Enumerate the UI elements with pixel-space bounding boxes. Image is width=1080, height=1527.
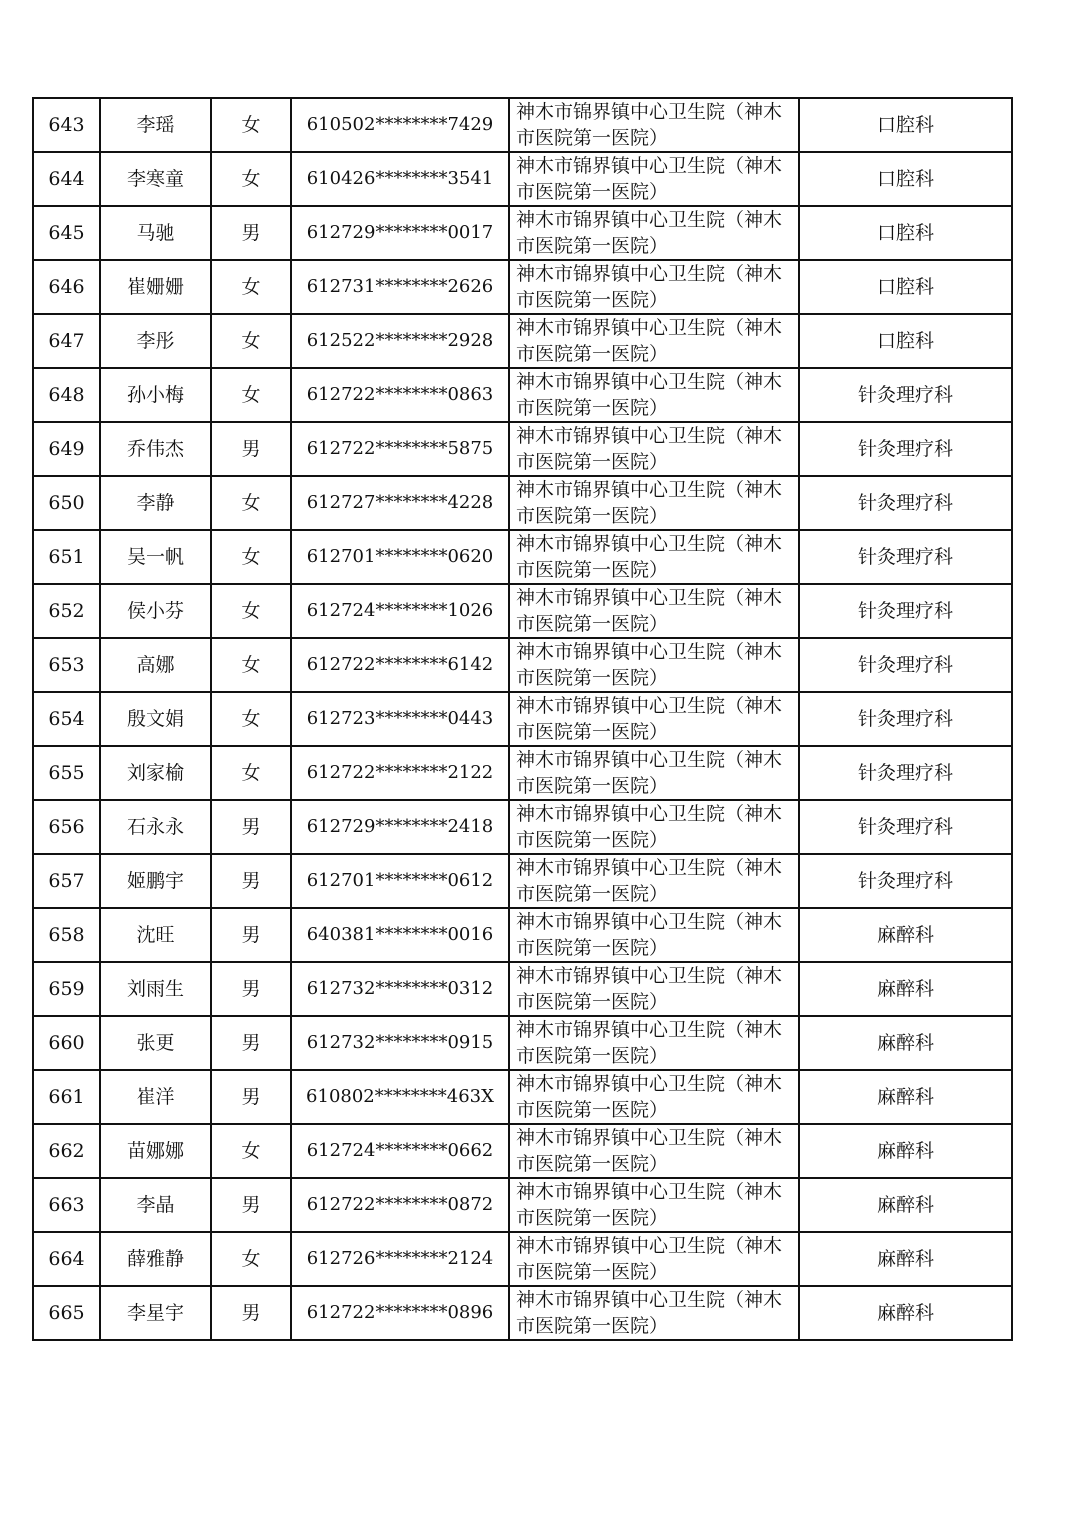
row-number-cell: 664 <box>33 1232 100 1286</box>
hospital-cell: 神木市锦界镇中心卫生院（神木市医院第一医院） <box>509 638 799 692</box>
table-row <box>33 800 1012 854</box>
sex-cell: 女 <box>211 260 291 314</box>
table-row <box>33 368 1012 422</box>
name-cell: 薛雅静 <box>100 1232 211 1286</box>
id-number-cell: 612723********0443 <box>291 692 509 746</box>
department-cell: 针灸理疗科 <box>799 476 1012 530</box>
name-cell: 侯小芬 <box>100 584 211 638</box>
id-number-cell: 612722********6142 <box>291 638 509 692</box>
row-number-cell: 646 <box>33 260 100 314</box>
hospital-cell: 神木市锦界镇中心卫生院（神木市医院第一医院） <box>509 152 799 206</box>
row-number-cell: 652 <box>33 584 100 638</box>
sex-cell: 男 <box>211 908 291 962</box>
department-cell: 针灸理疗科 <box>799 584 1012 638</box>
name-cell: 姬鹏宇 <box>100 854 211 908</box>
table-row <box>33 746 1012 800</box>
department-cell: 麻醉科 <box>799 962 1012 1016</box>
table-row <box>33 692 1012 746</box>
name-cell: 张更 <box>100 1016 211 1070</box>
id-number-cell: 612701********0620 <box>291 530 509 584</box>
id-number-cell: 612701********0612 <box>291 854 509 908</box>
department-cell: 针灸理疗科 <box>799 746 1012 800</box>
row-number-cell: 655 <box>33 746 100 800</box>
id-number-cell: 640381********0016 <box>291 908 509 962</box>
table-row <box>33 1070 1012 1124</box>
sex-cell: 男 <box>211 1070 291 1124</box>
department-cell: 麻醉科 <box>799 1178 1012 1232</box>
sex-cell: 女 <box>211 530 291 584</box>
row-number-cell: 651 <box>33 530 100 584</box>
row-number-cell: 663 <box>33 1178 100 1232</box>
id-number-cell: 612724********1026 <box>291 584 509 638</box>
row-number-cell: 654 <box>33 692 100 746</box>
hospital-cell: 神木市锦界镇中心卫生院（神木市医院第一医院） <box>509 1016 799 1070</box>
row-number-cell: 658 <box>33 908 100 962</box>
name-cell: 李星宇 <box>100 1286 211 1340</box>
row-number-cell: 644 <box>33 152 100 206</box>
name-cell: 李彤 <box>100 314 211 368</box>
row-number-cell: 645 <box>33 206 100 260</box>
hospital-cell: 神木市锦界镇中心卫生院（神木市医院第一医院） <box>509 1124 799 1178</box>
hospital-cell: 神木市锦界镇中心卫生院（神木市医院第一医院） <box>509 1070 799 1124</box>
table-row <box>33 908 1012 962</box>
row-number-cell: 662 <box>33 1124 100 1178</box>
hospital-cell: 神木市锦界镇中心卫生院（神木市医院第一医院） <box>509 476 799 530</box>
sex-cell: 女 <box>211 746 291 800</box>
name-cell: 崔洋 <box>100 1070 211 1124</box>
table-row <box>33 152 1012 206</box>
id-number-cell: 612726********2124 <box>291 1232 509 1286</box>
row-number-cell: 653 <box>33 638 100 692</box>
name-cell: 刘雨生 <box>100 962 211 1016</box>
id-number-cell: 612729********0017 <box>291 206 509 260</box>
hospital-cell: 神木市锦界镇中心卫生院（神木市医院第一医院） <box>509 746 799 800</box>
name-cell: 李寒童 <box>100 152 211 206</box>
sex-cell: 男 <box>211 206 291 260</box>
table-row <box>33 530 1012 584</box>
row-number-cell: 648 <box>33 368 100 422</box>
department-cell: 麻醉科 <box>799 1016 1012 1070</box>
sex-cell: 女 <box>211 152 291 206</box>
department-cell: 针灸理疗科 <box>799 800 1012 854</box>
table-row <box>33 1286 1012 1340</box>
row-number-cell: 643 <box>33 98 100 152</box>
row-number-cell: 657 <box>33 854 100 908</box>
id-number-cell: 612732********0915 <box>291 1016 509 1070</box>
sex-cell: 女 <box>211 638 291 692</box>
row-number-cell: 656 <box>33 800 100 854</box>
table-row <box>33 962 1012 1016</box>
row-number-cell: 650 <box>33 476 100 530</box>
table-row <box>33 260 1012 314</box>
id-number-cell: 612727********4228 <box>291 476 509 530</box>
id-number-cell: 612722********2122 <box>291 746 509 800</box>
sex-cell: 男 <box>211 1286 291 1340</box>
name-cell: 吴一帆 <box>100 530 211 584</box>
id-number-cell: 610802********463X <box>291 1070 509 1124</box>
row-number-cell: 647 <box>33 314 100 368</box>
name-cell: 马驰 <box>100 206 211 260</box>
department-cell: 口腔科 <box>799 206 1012 260</box>
department-cell: 针灸理疗科 <box>799 530 1012 584</box>
row-number-cell: 661 <box>33 1070 100 1124</box>
sex-cell: 男 <box>211 962 291 1016</box>
department-cell: 针灸理疗科 <box>799 422 1012 476</box>
table-row <box>33 206 1012 260</box>
name-cell: 孙小梅 <box>100 368 211 422</box>
table-row <box>33 1178 1012 1232</box>
sex-cell: 女 <box>211 314 291 368</box>
name-cell: 李晶 <box>100 1178 211 1232</box>
name-cell: 乔伟杰 <box>100 422 211 476</box>
hospital-cell: 神木市锦界镇中心卫生院（神木市医院第一医院） <box>509 584 799 638</box>
sex-cell: 男 <box>211 800 291 854</box>
sex-cell: 男 <box>211 1178 291 1232</box>
sex-cell: 女 <box>211 584 291 638</box>
sex-cell: 女 <box>211 1232 291 1286</box>
row-number-cell: 649 <box>33 422 100 476</box>
department-cell: 麻醉科 <box>799 908 1012 962</box>
sex-cell: 男 <box>211 854 291 908</box>
table-row <box>33 422 1012 476</box>
department-cell: 口腔科 <box>799 98 1012 152</box>
hospital-cell: 神木市锦界镇中心卫生院（神木市医院第一医院） <box>509 800 799 854</box>
sex-cell: 女 <box>211 98 291 152</box>
id-number-cell: 612722********0896 <box>291 1286 509 1340</box>
department-cell: 针灸理疗科 <box>799 638 1012 692</box>
hospital-cell: 神木市锦界镇中心卫生院（神木市医院第一医院） <box>509 962 799 1016</box>
table-row <box>33 314 1012 368</box>
table-row <box>33 638 1012 692</box>
name-cell: 苗娜娜 <box>100 1124 211 1178</box>
hospital-cell: 神木市锦界镇中心卫生院（神木市医院第一医院） <box>509 422 799 476</box>
hospital-cell: 神木市锦界镇中心卫生院（神木市医院第一医院） <box>509 368 799 422</box>
hospital-cell: 神木市锦界镇中心卫生院（神木市医院第一医院） <box>509 314 799 368</box>
id-number-cell: 612722********0872 <box>291 1178 509 1232</box>
row-number-cell: 660 <box>33 1016 100 1070</box>
id-number-cell: 612722********0863 <box>291 368 509 422</box>
sex-cell: 男 <box>211 1016 291 1070</box>
name-cell: 李静 <box>100 476 211 530</box>
name-cell: 高娜 <box>100 638 211 692</box>
id-number-cell: 612724********0662 <box>291 1124 509 1178</box>
name-cell: 沈旺 <box>100 908 211 962</box>
roster-table-body <box>33 98 1012 1340</box>
department-cell: 麻醉科 <box>799 1232 1012 1286</box>
hospital-cell: 神木市锦界镇中心卫生院（神木市医院第一医院） <box>509 260 799 314</box>
department-cell: 针灸理疗科 <box>799 854 1012 908</box>
name-cell: 石永永 <box>100 800 211 854</box>
department-cell: 麻醉科 <box>799 1286 1012 1340</box>
hospital-cell: 神木市锦界镇中心卫生院（神木市医院第一医院） <box>509 1178 799 1232</box>
department-cell: 口腔科 <box>799 152 1012 206</box>
hospital-cell: 神木市锦界镇中心卫生院（神木市医院第一医院） <box>509 908 799 962</box>
row-number-cell: 665 <box>33 1286 100 1340</box>
id-number-cell: 612732********0312 <box>291 962 509 1016</box>
sex-cell: 女 <box>211 368 291 422</box>
name-cell: 殷文娟 <box>100 692 211 746</box>
table-row <box>33 98 1012 152</box>
department-cell: 麻醉科 <box>799 1070 1012 1124</box>
table-row <box>33 1124 1012 1178</box>
name-cell: 崔姗姗 <box>100 260 211 314</box>
sex-cell: 女 <box>211 476 291 530</box>
id-number-cell: 612722********5875 <box>291 422 509 476</box>
table-row <box>33 1016 1012 1070</box>
sex-cell: 男 <box>211 422 291 476</box>
department-cell: 针灸理疗科 <box>799 692 1012 746</box>
department-cell: 麻醉科 <box>799 1124 1012 1178</box>
hospital-cell: 神木市锦界镇中心卫生院（神木市医院第一医院） <box>509 1286 799 1340</box>
sex-cell: 女 <box>211 692 291 746</box>
id-number-cell: 612522********2928 <box>291 314 509 368</box>
hospital-cell: 神木市锦界镇中心卫生院（神木市医院第一医院） <box>509 98 799 152</box>
hospital-cell: 神木市锦界镇中心卫生院（神木市医院第一医院） <box>509 1232 799 1286</box>
department-cell: 口腔科 <box>799 314 1012 368</box>
department-cell: 针灸理疗科 <box>799 368 1012 422</box>
id-number-cell: 612731********2626 <box>291 260 509 314</box>
roster-table <box>32 97 1013 1341</box>
table-row <box>33 854 1012 908</box>
name-cell: 刘家榆 <box>100 746 211 800</box>
id-number-cell: 610426********3541 <box>291 152 509 206</box>
hospital-cell: 神木市锦界镇中心卫生院（神木市医院第一医院） <box>509 692 799 746</box>
department-cell: 口腔科 <box>799 260 1012 314</box>
sex-cell: 女 <box>211 1124 291 1178</box>
table-row <box>33 1232 1012 1286</box>
name-cell: 李瑶 <box>100 98 211 152</box>
row-number-cell: 659 <box>33 962 100 1016</box>
hospital-cell: 神木市锦界镇中心卫生院（神木市医院第一医院） <box>509 206 799 260</box>
table-row <box>33 584 1012 638</box>
hospital-cell: 神木市锦界镇中心卫生院（神木市医院第一医院） <box>509 854 799 908</box>
hospital-cell: 神木市锦界镇中心卫生院（神木市医院第一医院） <box>509 530 799 584</box>
id-number-cell: 612729********2418 <box>291 800 509 854</box>
id-number-cell: 610502********7429 <box>291 98 509 152</box>
table-row <box>33 476 1012 530</box>
